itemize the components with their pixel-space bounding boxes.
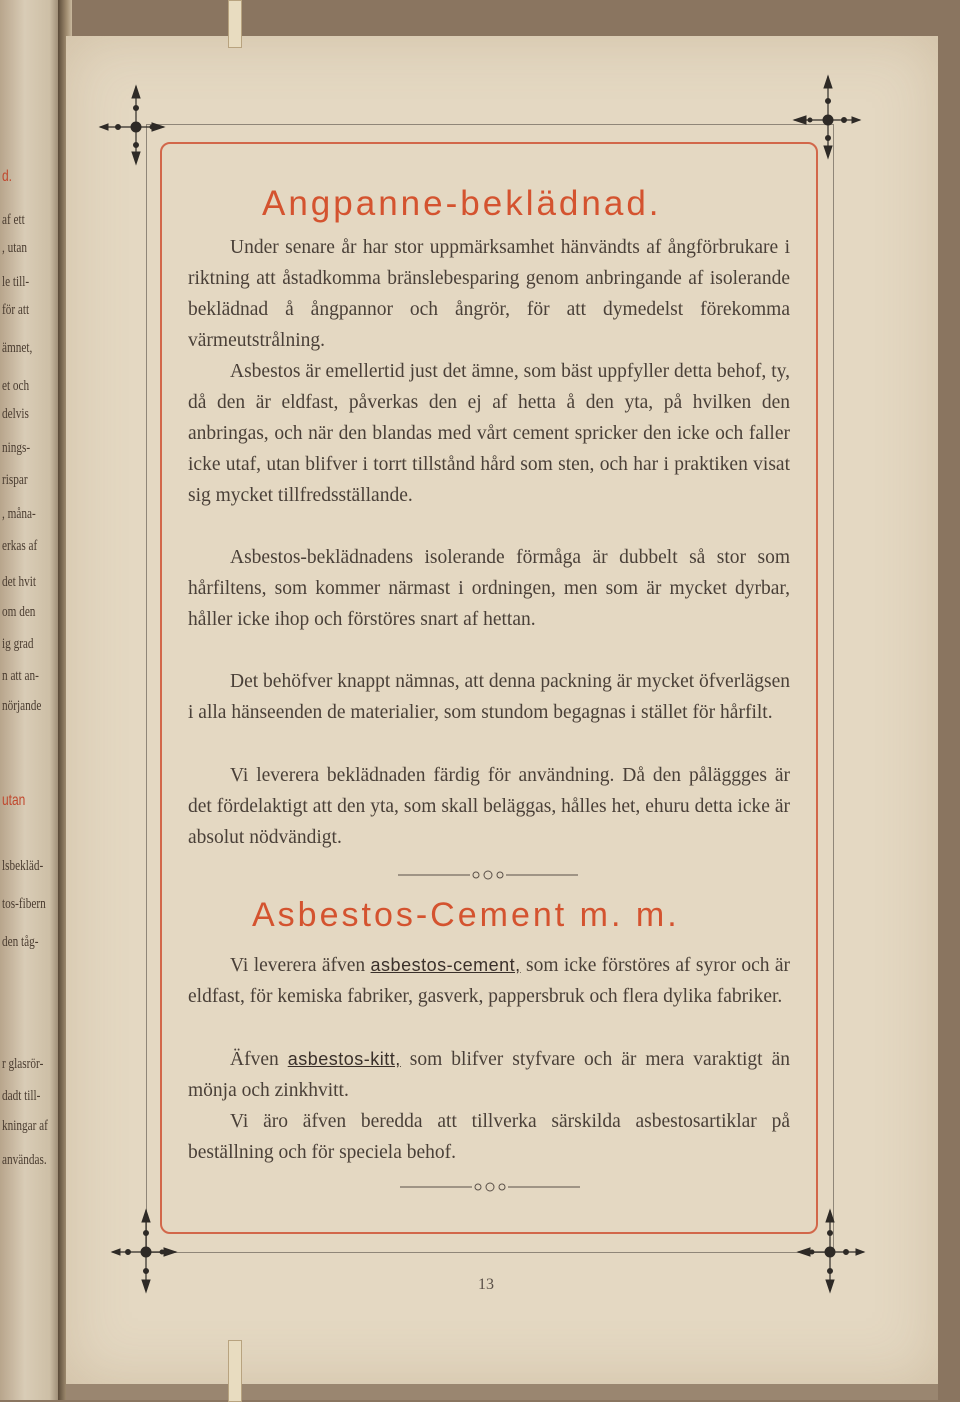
paragraph-2: Asbestos är emellertid just det ämne, som bäst uppfyller detta behof, ty, då den är eldfast, påverkas den ej af hetta å den yta, på hvilken den anbringas, och när den blandas med vårt cement spricker den icke och faller icke utaf, utan blifver i torrt tillstånd hård som sten, och har i praktiken visat sig mycket tillfredsställande. [188, 361, 790, 506]
left-page-fragment: användas. [2, 1152, 47, 1168]
left-facing-page [0, 0, 62, 1400]
left-page-fragment: det hvit [2, 574, 37, 590]
corner-ornament-bottom-left [108, 1206, 178, 1296]
section-title-asbestos-cement: Asbestos-Cement m. m. [252, 896, 680, 934]
bookmark-ribbon-bottom [228, 1340, 242, 1402]
paragraph-5: Vi leverera beklädnaden färdig för användning. Då den påläggges är det fördelaktigt att den yta, som skall beläggas, hålles het, ehuru detta icke är absolut nödvändigt. [188, 765, 790, 848]
paragraph-asbestos-cement [188, 950, 790, 1012]
corner-ornament-top-right [792, 72, 862, 162]
left-page-fragment: tos-fibern [2, 896, 46, 912]
left-page-fragment: dadt till- [2, 1088, 41, 1104]
left-page-fragment: ig grad [2, 636, 34, 652]
left-page-fragment: utan [2, 792, 26, 809]
left-page-fragment: nörjande [2, 698, 42, 714]
left-page-fragment: rispar [2, 472, 28, 488]
corner-ornament-top-left [96, 82, 166, 172]
paragraph-asbestos-cement-text-start: Vi leverera äfven [230, 955, 371, 976]
section-title-angpanne: Angpanne-beklädnad. [262, 184, 662, 223]
paragraph-3: Asbestos-beklädnadens isolerande förmåga är dubbelt så stor som hårfiltens, som kommer närmast i ordningen, men som är mycket dyrbar, håller icke ihop och förstöres snart af hettan. [188, 547, 790, 630]
left-page-fragment: för att [2, 302, 30, 318]
left-page-fragment: le till- [2, 274, 30, 290]
left-page-fragment: , utan [2, 240, 27, 256]
left-page-fragment: nings- [2, 440, 31, 456]
left-page-fragment: lsbekläd- [2, 858, 44, 874]
ornamental-divider-bottom [400, 1180, 580, 1194]
left-page-fragment: kningar af [2, 1118, 48, 1134]
corner-ornament-bottom-right [796, 1206, 866, 1296]
asbestos-cement-term: asbestos-cement, [370, 955, 521, 975]
left-page-fragment: r glasrör- [2, 1056, 44, 1072]
paragraph-4: Det behöfver knappt nämnas, att denna packning är mycket öfverlägsen i alla hänseenden de materialier, som stundom begagnas i stället för hårfilt. [188, 671, 790, 723]
paragraph-asbestos-kitt-text-start: Äfven [230, 1049, 288, 1070]
paragraph-asbestos-kitt-text-end: som blifver styfvare och är mera varaktigt än mönja och zinkhvitt. [188, 1049, 791, 1101]
left-page-fragment: n att an- [2, 668, 39, 684]
left-page-fragment: ämnet, [2, 340, 33, 356]
left-page-fragment: om den [2, 604, 36, 620]
left-page-fragment: af ett [2, 212, 25, 228]
left-page-fragment: den tåg- [2, 934, 39, 950]
ornamental-divider [398, 868, 578, 882]
paragraph-special-articles: Vi äro äfven beredda att tillverka särskilda asbestosartiklar på beställning och för speciela behof. [188, 1111, 790, 1163]
paragraph-asbestos-cement-text-end: som icke förstöres af syror och är eldfast, för kemiska fabriker, gasverk, pappersbruk och flera dylika fabriker. [188, 955, 790, 1007]
paragraph-1: Under senare år har stor uppmärksamhet hänvändts af ångförbrukare i riktning att åstadkomma bränslebesparing genom anbringande af isolerande beklädnad å ångpannor och ångrör, för att dymedelst förekomma värmeutstrålning. [188, 237, 790, 351]
left-page-fragment: , måna- [2, 506, 36, 522]
asbestos-kitt-term: asbestos-kitt, [287, 1049, 401, 1069]
paragraph-asbestos-kitt [188, 1044, 790, 1106]
page-number: 13 [478, 1276, 494, 1293]
left-page-fragment: d. [2, 168, 13, 185]
left-page-fragment: et och [2, 378, 30, 394]
left-page-fragment: erkas af [2, 538, 38, 554]
page-bottom-edge [66, 1384, 938, 1400]
bookmark-ribbon-top [228, 0, 242, 48]
left-page-fragment: delvis [2, 406, 29, 422]
